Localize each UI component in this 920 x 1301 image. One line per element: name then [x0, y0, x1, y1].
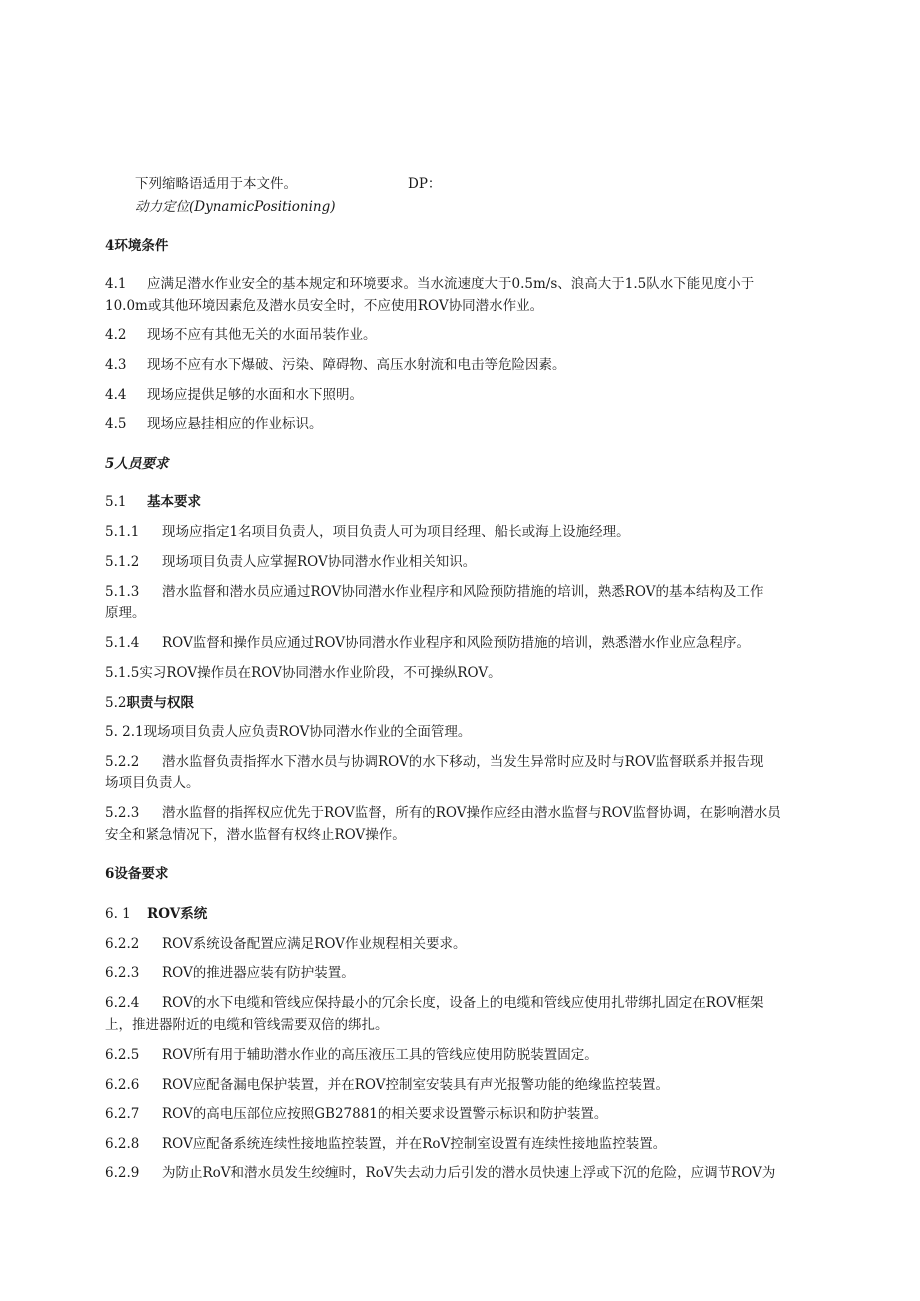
clause-5-1-4	[105, 633, 750, 653]
clause-5-2-3-cont: 安全和紧急情况下，潜水监督有权终止ROV操作。	[105, 827, 406, 843]
clause-number: 5.2.2	[105, 754, 140, 770]
section-4-heading: 4环境条件	[105, 238, 169, 254]
clause-number: 5.1.2	[105, 554, 140, 570]
clause-6-2-4-cont: 上，推进器附近的电缆和管线需要双倍的绑扎。	[105, 1017, 389, 1033]
subsection-number: 5.2	[105, 695, 127, 711]
clause-6-2-5	[105, 1045, 598, 1065]
clause-5-1-1	[105, 522, 630, 542]
clause-5-2-3	[105, 803, 781, 823]
clause-6-2-3	[105, 963, 355, 983]
clause-6-2-9	[105, 1163, 775, 1183]
subsection-5-1	[105, 492, 201, 512]
subsection-number: 6. 1	[105, 906, 131, 922]
clause-5-1-5: 5.1.5实习ROV操作员在ROV协同潜水作业阶段，不可操纵ROV。	[105, 665, 502, 681]
section-5-heading: 5人员要求	[105, 456, 169, 472]
clause-text: 现场项目负责人应掌握ROV协同潜水作业相关知识。	[162, 554, 477, 570]
abbrev-intro: 下列缩略语适用于本文件。	[135, 176, 297, 192]
clause-5-1-3-cont: 原理。	[105, 605, 146, 621]
clause-text: 现场应悬挂相应的作业标识。	[147, 416, 323, 432]
subsection-title: 职责与权限	[126, 695, 194, 711]
clause-text: 现场应提供足够的水面和水下照明。	[147, 387, 363, 403]
clause-text: ROV的高电压部位应按照GB27881的相关要求设置警示标识和防护装置。	[162, 1106, 608, 1122]
clause-text: ROV的水下电缆和管线应保持最小的冗余长度，设备上的电缆和管线应使用扎带绑扎固定在ROV框架	[162, 995, 764, 1011]
clause-text: ROV的推进器应装有防护装置。	[162, 965, 355, 981]
subsection-title: 基本要求	[147, 494, 201, 510]
clause-4-4	[105, 385, 363, 405]
clause-text: 现场不应有水下爆破、污染、障碍物、高压水射流和电击等危险因素。	[147, 357, 566, 373]
clause-4-2	[105, 325, 377, 345]
clause-6-2-8	[105, 1134, 666, 1154]
clause-number: 6.2.3	[105, 965, 140, 981]
clause-text: 潜水监督和潜水员应通过ROV协同潜水作业程序和风险预防措施的培训，熟悉ROV的基本结构及工作	[162, 584, 764, 600]
clause-number: 4.1	[105, 276, 127, 292]
clause-5-2-2-cont: 场项目负责人。	[105, 775, 200, 791]
subsection-5-2	[105, 693, 194, 713]
clause-6-2-6	[105, 1075, 669, 1095]
clause-number: 4.4	[105, 387, 127, 403]
clause-6-2-2	[105, 934, 467, 954]
clause-6-2-7	[105, 1104, 607, 1124]
clause-text: 应满足潜水作业安全的基本规定和环境要求。当水流速度大于0.5m/s、浪高大于1.5队水下能见度小于	[147, 276, 755, 292]
clause-number: 5.1.4	[105, 635, 140, 651]
clause-text: 现场不应有其他无关的水面吊装作业。	[147, 327, 377, 343]
clause-number: 6.2.9	[105, 1165, 140, 1181]
clause-number: 6.2.7	[105, 1106, 140, 1122]
clause-text: ROV应配备漏电保护装置，并在ROV控制室安装具有声光报警功能的绝缘监控装置。	[162, 1077, 669, 1093]
clause-text: 现场应指定1名项目负责人，项目负责人可为项目经理、船长或海上设施经理。	[162, 524, 630, 540]
clause-text: ROV应配备系统连续性接地监控装置，并在RoV控制室设置有连续性接地监控装置。	[162, 1136, 667, 1152]
clause-text: ROV系统设备配置应满足ROV作业规程相关要求。	[162, 936, 467, 952]
clause-text: 潜水监督的指挥权应优先于ROV监督，所有的ROV操作应经由潜水监督与ROV监督协调，在影响潜水员	[162, 805, 781, 821]
subsection-number: 5.1	[105, 494, 127, 510]
clause-number: 4.3	[105, 357, 127, 373]
clause-6-2-4	[105, 993, 764, 1013]
clause-text: ROV监督和操作员应通过ROV协同潜水作业程序和风险预防措施的培训，熟悉潜水作业应急程序。	[162, 635, 750, 651]
clause-number: 4.2	[105, 327, 127, 343]
clause-number: 4.5	[105, 416, 127, 432]
clause-number: 5.2.3	[105, 805, 140, 821]
clause-5-1-2	[105, 552, 476, 572]
abbrev-dp-definition: 动力定位(DynamicPositioning)	[135, 199, 336, 215]
clause-number: 6.2.8	[105, 1136, 140, 1152]
clause-number: 6.2.2	[105, 936, 140, 952]
abbrev-dp-label: DP：	[408, 176, 442, 192]
clause-5-2-1: 5. 2.1现场项目负责人应负责ROV协同潜水作业的全面管理。	[105, 724, 472, 740]
clause-text: ROV所有用于辅助潜水作业的高压液压工具的管线应使用防脱装置固定。	[162, 1047, 598, 1063]
clause-text: 为防止RoV和潜水员发生绞缠时，RoV失去动力后引发的潜水员快速上浮或下沉的危险，应调节ROV为	[162, 1165, 776, 1181]
clause-number: 6.2.4	[105, 995, 140, 1011]
clause-number: 5.1.3	[105, 584, 140, 600]
clause-number: 6.2.5	[105, 1047, 140, 1063]
subsection-6-1	[105, 904, 207, 924]
clause-4-3	[105, 355, 566, 375]
clause-5-2-2	[105, 752, 764, 772]
clause-4-1-cont: 10.0m或其他环境因素危及潜水员安全时，不应使用ROV协同潜水作业。	[105, 298, 544, 314]
clause-number: 5.1.1	[105, 524, 140, 540]
clause-number: 6.2.6	[105, 1077, 140, 1093]
clause-4-1	[105, 274, 754, 294]
section-6-heading: 6设备要求	[105, 866, 169, 882]
clause-5-1-3	[105, 582, 764, 602]
subsection-title: ROV系统	[147, 906, 208, 922]
clause-4-5	[105, 414, 323, 434]
clause-text: 潜水监督负责指挥水下潜水员与协调ROV的水下移动，当发生异常时应及时与ROV监督联系并报告现	[162, 754, 764, 770]
